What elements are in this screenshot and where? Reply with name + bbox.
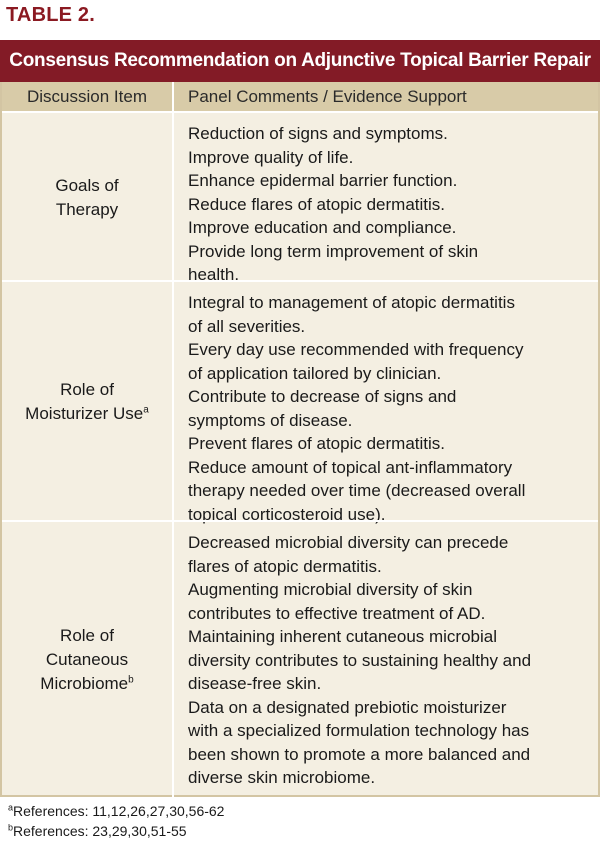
comment-line: disease-free skin. [188, 674, 322, 693]
comment-line: Provide long term improvement of skin [188, 241, 479, 261]
discussion-item-cell [2, 522, 172, 797]
discussion-item-name [25, 378, 149, 426]
comment-line: contributes to effective treatment of AD. [188, 603, 486, 623]
column-header-discussion-item: Discussion Item [27, 87, 147, 106]
comment-line: of all severities. [188, 316, 306, 336]
table-label: TABLE 2. [6, 4, 96, 26]
comment-line: Data on a designated prebiotic moisturizer [188, 697, 507, 717]
discussion-item-line: Goals of [55, 175, 119, 195]
discussion-item-name [40, 624, 133, 696]
panel-comments-cell [172, 113, 598, 282]
comment-line: Improve quality of life. [188, 147, 354, 167]
panel-comments-cell [172, 522, 598, 797]
discussion-item-line: Role of [60, 380, 114, 399]
discussion-item-cell [2, 282, 172, 522]
discussion-item-line [40, 672, 133, 696]
comment-line: been shown to promote a more balanced and [188, 744, 531, 764]
comment-line: Contribute to decrease of signs and [188, 387, 457, 406]
comment-line: Decreased microbial diversity can precede [188, 533, 509, 552]
table-row [2, 280, 598, 522]
comment-line: Integral to management of atopic dermatitis [188, 293, 515, 312]
comment-line: Enhance epidermal barrier function. [188, 171, 458, 190]
footnote-mark: b [8, 822, 14, 833]
footnote-a [8, 801, 224, 821]
comment-line: Reduce amount of topical ant-inflammatory [188, 457, 513, 477]
discussion-item-line: Cutaneous [45, 649, 129, 669]
table-row [2, 520, 598, 797]
comment-line: flares of atopic dermatitis. [188, 556, 382, 576]
comment-line: Every day use recommended with frequency [188, 340, 524, 359]
discussion-item-text: Moisturizer Use [25, 404, 144, 423]
discussion-item-text: Microbiome [40, 673, 129, 693]
table-frame [0, 82, 600, 797]
comment-line: Augmenting microbial diversity of skin [188, 580, 473, 599]
footnotes [8, 801, 224, 841]
footnote-text: References: 23,29,30,51-55 [13, 823, 187, 839]
panel-comments-cell [172, 282, 598, 522]
comment-line: diversity contributes to sustaining healthy and [188, 650, 532, 670]
footnote-text: References: 11,12,26,27,30,56-62 [13, 803, 225, 819]
comment-line: topical corticosteroid use). [188, 504, 386, 524]
footnote-mark: a [143, 404, 149, 416]
footnote-mark: b [128, 673, 134, 685]
discussion-item-line: Role of [60, 625, 114, 645]
table-row [2, 111, 598, 282]
column-header-panel-comments: Panel Comments / Evidence Support [172, 82, 467, 111]
table-title: Consensus Recommendation on Adjunctive Topical Barrier Repair [0, 40, 600, 82]
footnote-mark: a [8, 802, 14, 813]
comment-line: with a specialized formulation technology has [188, 721, 530, 740]
discussion-item-cell [2, 113, 172, 282]
comment-line: health. [188, 265, 240, 284]
table-header-row [2, 82, 598, 111]
footnote-b [8, 821, 224, 841]
discussion-item-name [55, 174, 118, 222]
comment-line: symptoms of disease. [188, 410, 353, 430]
comment-line: Improve education and compliance. [188, 218, 457, 237]
comment-line: Reduction of signs and symptoms. [188, 124, 448, 143]
comment-line: diverse skin microbiome. [188, 768, 376, 787]
comment-line: Reduce flares of atopic dermatitis. [188, 194, 446, 214]
comment-line: therapy needed over time (decreased overall [188, 481, 526, 500]
comment-line: Prevent flares of atopic dermatitis. [188, 434, 446, 453]
comment-line: of application tailored by clinician. [188, 363, 442, 383]
discussion-item-line [25, 402, 149, 426]
discussion-item-line: Therapy [55, 199, 119, 219]
comment-line: Maintaining inherent cutaneous microbial [188, 627, 498, 646]
